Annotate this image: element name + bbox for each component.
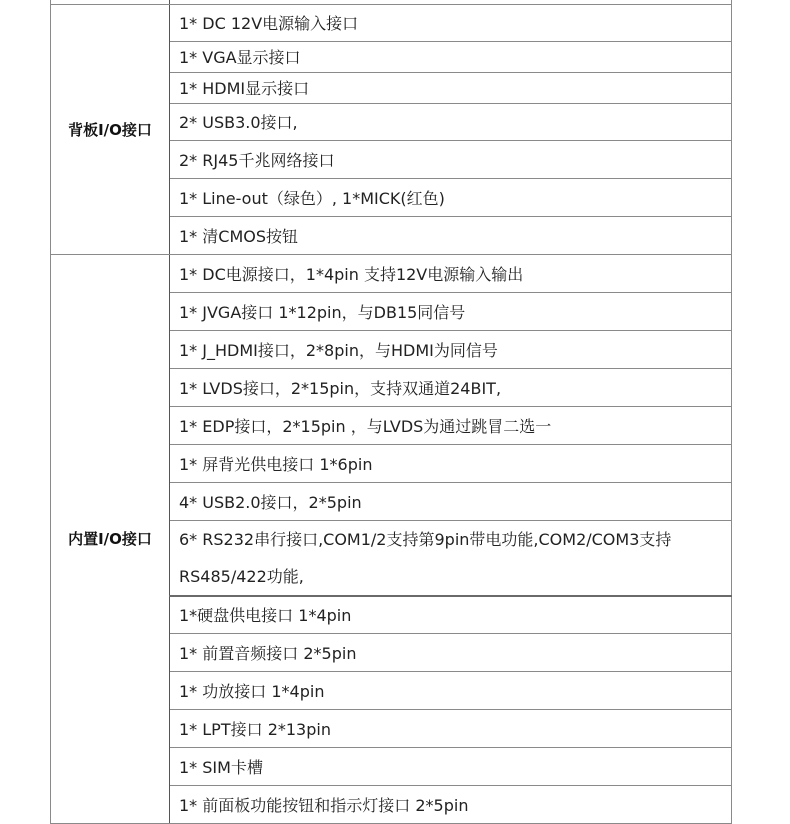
- spec-item: 1* 清CMOS按钮: [170, 216, 732, 254]
- table-row: [51, 4, 732, 41]
- spec-item: 1* LPT接口 2*13pin: [170, 709, 732, 747]
- spec-item: 2* USB3.0接口,: [170, 103, 732, 140]
- spec-table: [50, 0, 732, 824]
- spec-item: 1* Line-out（绿色）, 1*MICK(红色): [170, 178, 732, 216]
- spec-item: 4* USB2.0接口，2*5pin: [170, 482, 732, 520]
- table-row: [51, 254, 732, 292]
- spec-item: 6* RS232串行接口,COM1/2支持第9pin带电功能,COM2/COM3支持RS485/422功能,: [170, 520, 732, 596]
- spec-item: 1* 功放接口 1*4pin: [170, 671, 732, 709]
- spec-item: 1* 屏背光供电接口 1*6pin: [170, 444, 732, 482]
- spec-item: 1* HDMI显示接口: [170, 72, 732, 103]
- category-back-panel-io: 背板I/O接口: [51, 4, 170, 254]
- spec-item: 1* 前面板功能按钮和指示灯接口 2*5pin: [170, 785, 732, 823]
- spec-item: 1* SIM卡槽: [170, 747, 732, 785]
- spec-item: 1* J_HDMI接口，2*8pin，与HDMI为同信号: [170, 330, 732, 368]
- spec-item: 2* RJ45千兆网络接口: [170, 140, 732, 178]
- spec-item: 1* VGA显示接口: [170, 41, 732, 72]
- spec-item: 1* JVGA接口 1*12pin，与DB15同信号: [170, 292, 732, 330]
- spec-item: 1* EDP接口，2*15pin ，与LVDS为通过跳冒二选一: [170, 406, 732, 444]
- spec-item: 1* 前置音频接口 2*5pin: [170, 633, 732, 671]
- spec-item: 1* LVDS接口，2*15pin，支持双通道24BIT,: [170, 368, 732, 406]
- category-internal-io: 内置I/O接口: [51, 254, 170, 823]
- spec-item: 1*硬盘供电接口 1*4pin: [170, 596, 732, 633]
- spec-item: 1* DC 12V电源输入接口: [170, 4, 732, 41]
- spec-item: 1* DC电源接口，1*4pin 支持12V电源输入输出: [170, 254, 732, 292]
